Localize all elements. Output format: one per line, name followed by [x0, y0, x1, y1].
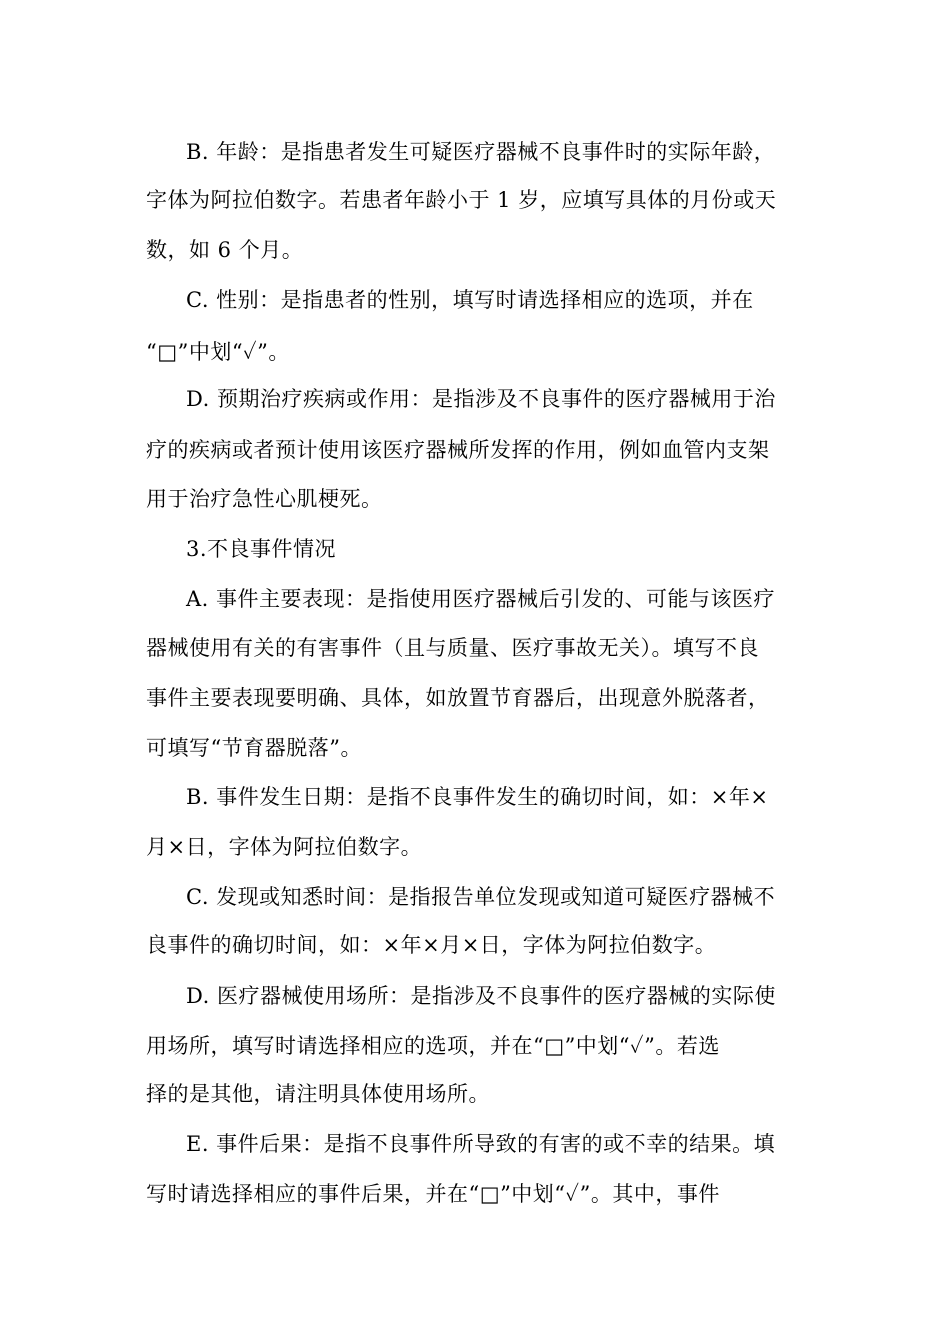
paragraph-line: 数，如 6 个月。	[146, 238, 304, 262]
paragraph-line: B. 事件发生日期：是指不良事件发生的确切时间，如：×年×	[186, 785, 769, 809]
paragraph-line: A. 事件主要表现：是指使用医疗器械后引发的、可能与该医疗	[186, 587, 776, 611]
paragraph-line: C. 性别：是指患者的性别，填写时请选择相应的选项，并在	[186, 288, 754, 312]
section-heading: 3.不良事件情况	[186, 537, 337, 561]
paragraph-line: 可填写“节育器脱落”。	[146, 736, 362, 760]
paragraph-line: 月×日，字体为阿拉伯数字。	[146, 835, 423, 859]
paragraph-line: B. 年龄：是指患者发生可疑医疗器械不良事件时的实际年龄，	[186, 140, 776, 164]
paragraph-line: 用场所，填写时请选择相应的选项，并在“□”中划“✓”。若选	[146, 1034, 720, 1058]
paragraph-line: 器械使用有关的有害事件（且与质量、医疗事故无关）。填写不良	[146, 636, 759, 660]
paragraph-line: 写时请选择相应的事件后果，并在“□”中划“✓”。其中，事件	[146, 1182, 720, 1206]
paragraph-line: E. 事件后果：是指不良事件所导致的有害的或不幸的结果。填	[186, 1132, 776, 1156]
paragraph-line: 字体为阿拉伯数字。若患者年龄小于 1 岁，应填写具体的月份或天	[146, 188, 777, 212]
paragraph-line: 择的是其他，请注明具体使用场所。	[146, 1082, 490, 1106]
paragraph-line: 良事件的确切时间，如：×年×月×日，字体为阿拉伯数字。	[146, 933, 717, 957]
paragraph-line: D. 预期治疗疾病或作用：是指涉及不良事件的医疗器械用于治	[186, 387, 776, 411]
paragraph-line: D. 医疗器械使用场所：是指涉及不良事件的医疗器械的实际使	[186, 984, 776, 1008]
paragraph-line: 事件主要表现要明确、具体，如放置节育器后，出现意外脱落者，	[146, 686, 770, 710]
paragraph-line: “□”中划“✓”。	[146, 340, 290, 364]
paragraph-line: 用于治疗急性心肌梗死。	[146, 487, 383, 511]
paragraph-line: C. 发现或知悉时间：是指报告单位发现或知道可疑医疗器械不	[186, 885, 776, 909]
paragraph-line: 疗的疾病或者预计使用该医疗器械所发挥的作用，例如血管内支架	[146, 438, 770, 462]
